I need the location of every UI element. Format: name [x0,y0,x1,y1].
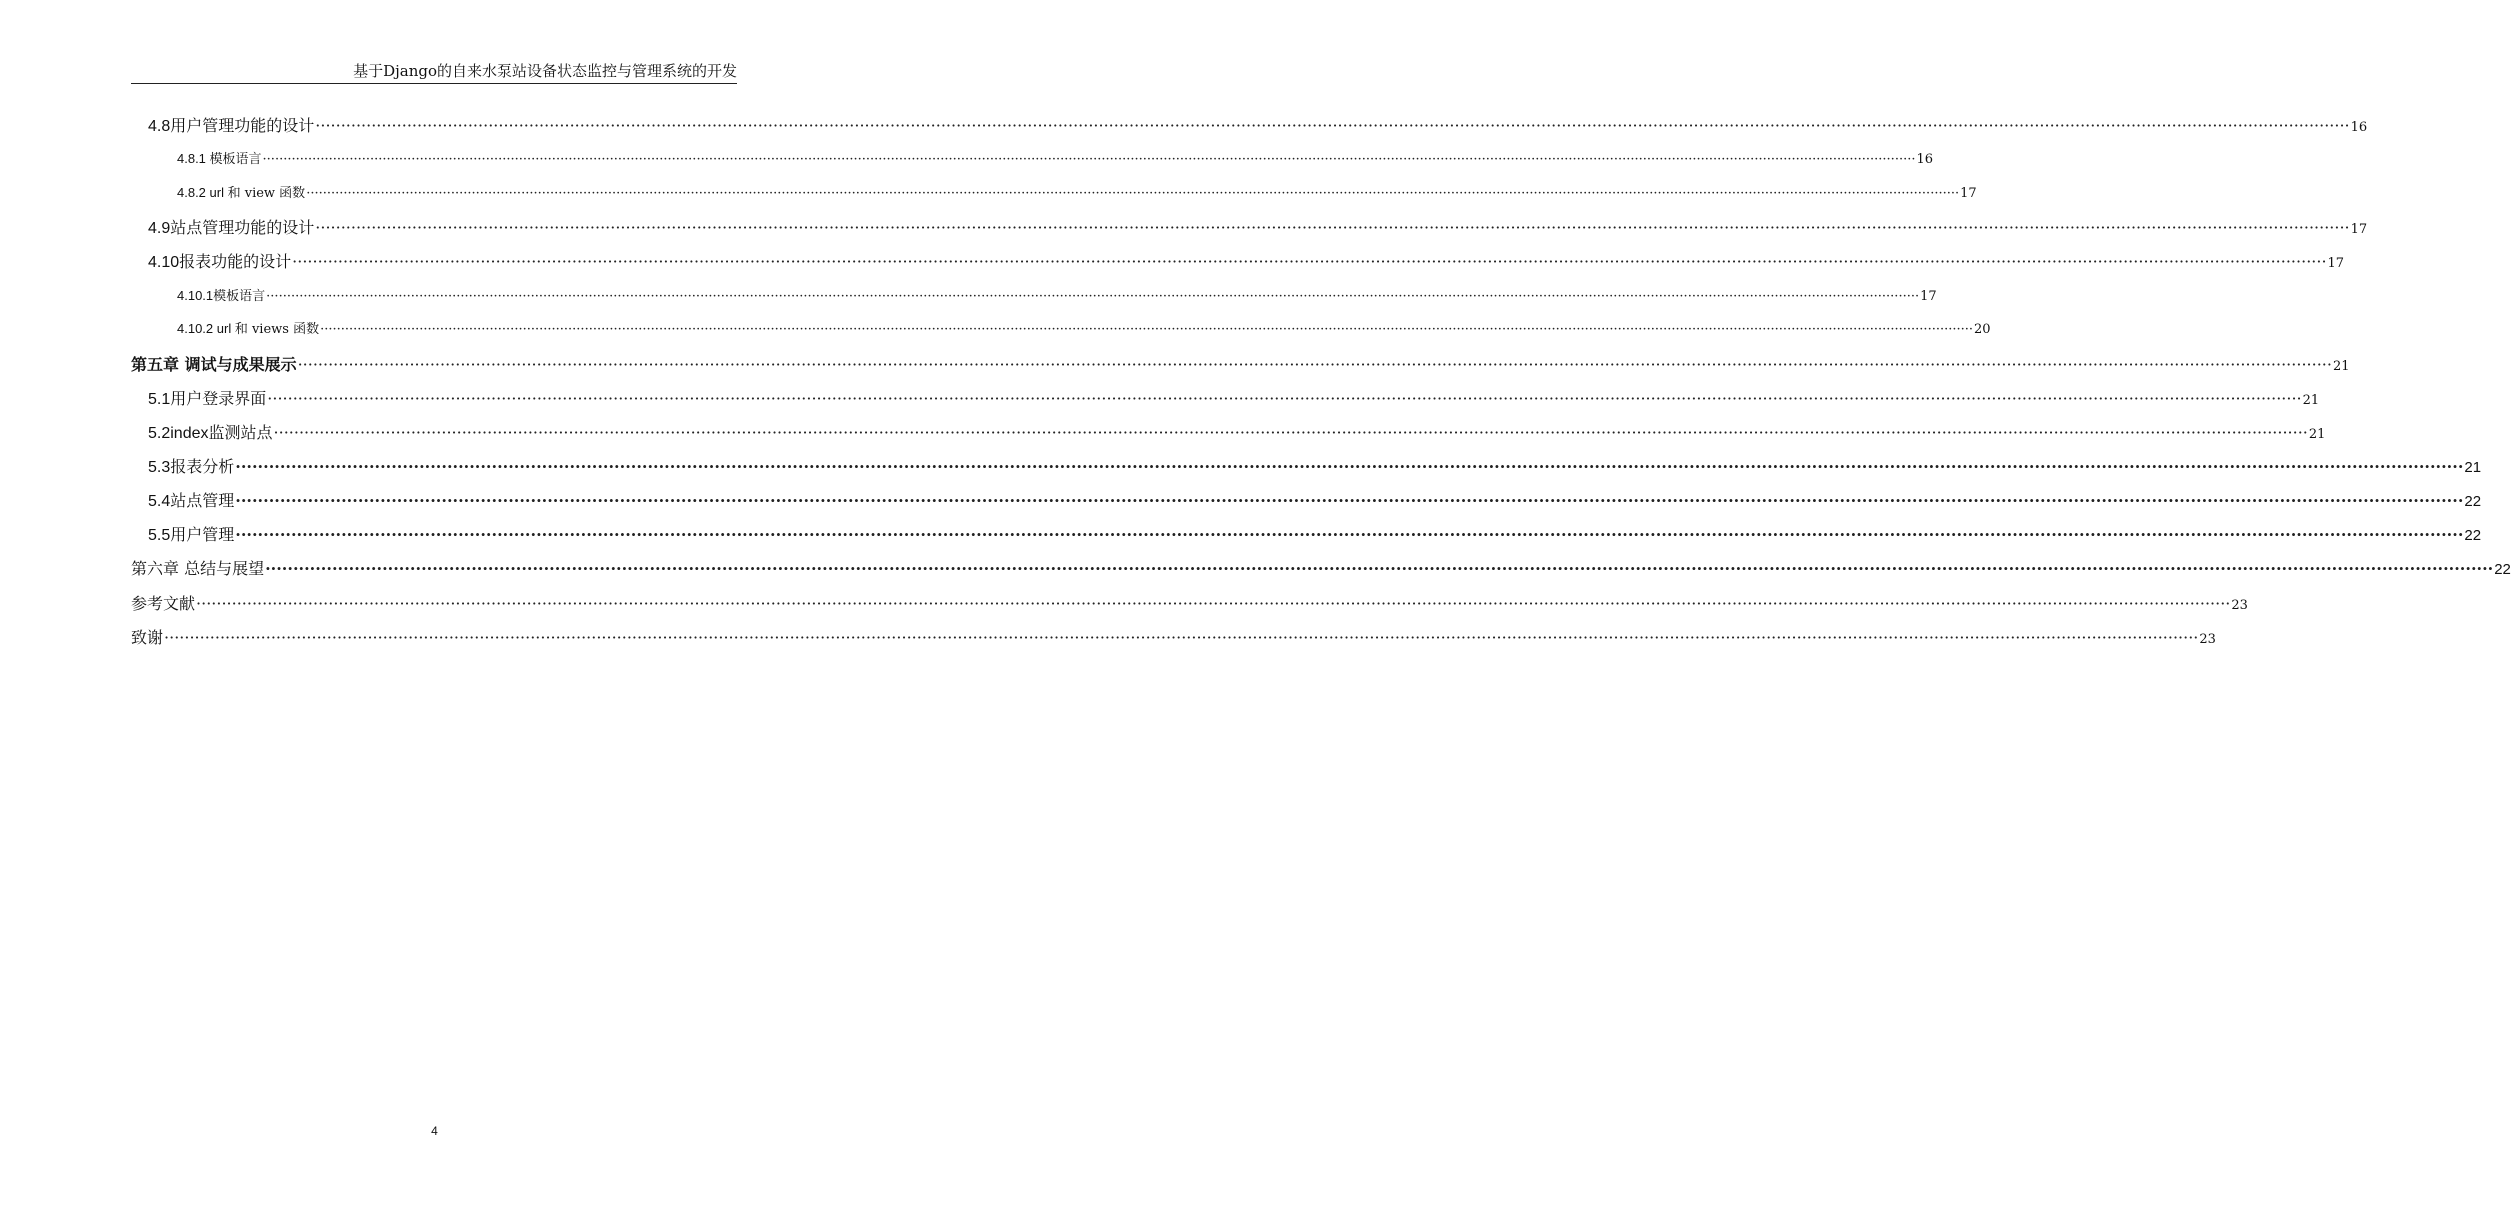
toc-entry-5-5[interactable] [148,522,2482,545]
toc-entry-title: 用户管理 [170,525,235,544]
toc-entry-number: 5.4 [148,493,171,510]
toc-entry-number: 5.5 [148,527,171,544]
toc-entry-number: 5.3 [148,459,171,476]
toc-entry-number: 5.1 [148,391,171,408]
toc-entry-title: 用户登录界面 [170,389,267,408]
toc-entry-title: 报表分析 [170,457,235,476]
toc-entry-page: 16 [1916,152,1934,167]
toc-entry-page: 23 [2199,632,2216,647]
toc-entry-4-9[interactable] [148,215,2368,238]
toc-entry-title: 模板语言 [209,152,262,167]
toc-entry-page: 21 [2308,427,2326,442]
toc-leader-dots: ················································································································································································································································································································································································································ [265,559,2494,578]
toc-entry-page: 16 [2350,120,2368,135]
toc-entry-5-4[interactable] [148,488,2482,511]
toc-entry-page: 22 [2464,527,2482,544]
toc-entry-title: 和 views 函数 [234,322,320,337]
toc-entry-number: 5.2index [148,425,209,442]
toc-leader-dots: ················································································································································································································································································································································································································ [306,186,1960,201]
toc-entry-title: 用户管理功能的设计 [170,116,315,135]
toc-entry-page: 23 [2231,598,2248,613]
toc-entry-title: 站点管理 [170,491,235,510]
toc-entry-number: 4.10.1 [177,288,214,303]
toc-entry-page: 17 [1960,186,1977,201]
toc-entry-4-8-1[interactable] [177,148,1934,167]
toc-entry-page: 20 [1974,322,1991,337]
toc-leader-dots: ················································································································································································································································································································································································································ [273,423,2308,442]
toc-leader-dots: ················································································································································································································································································································································································································ [292,252,2327,271]
toc-entry-title: 监测站点 [208,423,273,442]
toc-leader-dots: ················································································································································································································································································································································································································ [315,116,2350,135]
toc-entry-title: 参考文献 [131,594,196,613]
toc-entry-page: 17 [2350,222,2368,237]
toc-leader-dots: ················································································································································································································································································································································································································ [196,594,2231,613]
toc-entry-page: 21 [2302,393,2320,408]
toc-entry-number: 4.10 [148,254,180,271]
toc-entry-number: 4.8 [148,118,171,135]
toc-entry-title: 致谢 [131,628,164,647]
toc-leader-dots: ················································································································································································································································································································································································································ [297,355,2332,374]
toc-entry-page: 17 [2327,256,2345,271]
toc-leader-dots: ················································································································································································································································································································································································································ [235,525,2464,544]
toc-leader-dots: ················································································································································································································································································································································································································ [320,322,1974,337]
toc-entry-title: 第六章 总结与展望 [131,559,265,578]
toc-entry-title: 第五章 调试与成果展示 [131,355,297,374]
toc-entry-page: 17 [1920,289,1937,304]
toc-leader-dots: ················································································································································································································································································································································································································ [235,491,2464,510]
toc-entry-references[interactable] [131,591,2248,614]
toc-entry-5-2[interactable] [148,420,2326,443]
toc-entry-page: 21 [2332,359,2350,374]
toc-entry-title: 和 view 函数 [227,186,306,201]
page-number: 4 [431,1124,438,1138]
toc-entry-page: 22 [2464,493,2482,510]
toc-entry-page: 22 [2494,561,2511,578]
toc-entry-5-3[interactable] [148,454,2482,477]
toc-leader-dots: ················································································································································································································································································································································································································ [267,389,2302,408]
toc-entry-title: 模板语言 [213,289,266,304]
toc-leader-dots: ················································································································································································································································································································································································································ [315,218,2350,237]
toc-entry-4-10[interactable] [148,249,2345,272]
toc-entry-4-10-1[interactable] [177,285,1937,304]
toc-entry-title: 站点管理功能的设计 [170,218,315,237]
toc-leader-dots: ················································································································································································································································································································································································································ [235,457,2464,476]
toc-entry-4-8-2[interactable] [177,182,1977,201]
toc-entry-5-1[interactable] [148,386,2320,409]
toc-entry-title: 报表功能的设计 [179,252,292,271]
toc-entry-4-8[interactable] [148,113,2368,136]
toc-entry-chapter-6[interactable] [131,556,2511,579]
header-rule [131,83,737,84]
toc-leader-dots: ················································································································································································································································································································································································································ [164,628,2199,647]
toc-entry-number: 4.10.2 url [177,321,235,336]
toc-leader-dots: ················································································································································································································································································································································································································ [262,152,1916,167]
toc-entry-number: 4.9 [148,220,171,237]
running-header: 基于Django的自来水泵站设备状态监控与管理系统的开发 [353,62,737,80]
toc-entry-4-10-2[interactable] [177,318,1991,337]
toc-entry-number: 4.8.2 url [177,185,228,200]
toc-entry-chapter-5[interactable] [131,352,2350,375]
toc-entry-number: 4.8.1 [177,151,210,166]
toc-leader-dots: ················································································································································································································································································································································································································ [266,289,1920,304]
toc-entry-page: 21 [2464,459,2482,476]
toc-entry-acknowledgements[interactable] [131,625,2216,648]
